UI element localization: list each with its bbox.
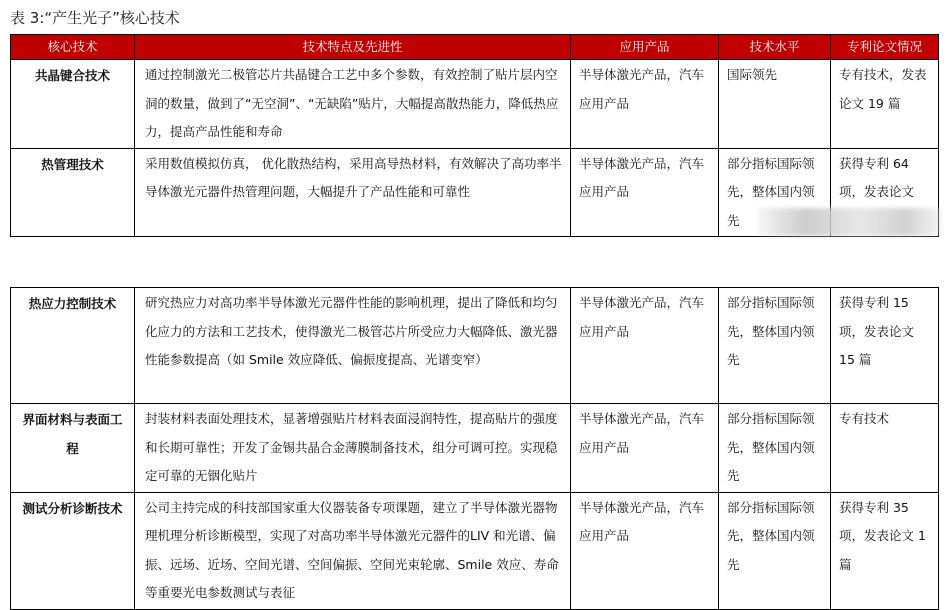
header-features: 技术特点及先进性	[135, 35, 571, 60]
tech-patent: 获得专利 35 项，发表论文 1 篇	[831, 492, 939, 609]
header-patents: 专利论文情况	[831, 35, 939, 60]
tech-patent: 专有技术，发表论文 19 篇	[831, 60, 939, 149]
tech-level: 部分指标国际领先，整体国内领先	[719, 148, 831, 237]
tech-level: 部分指标国际领先，整体国内领先	[719, 492, 831, 609]
core-tech-table-part1	[10, 34, 939, 237]
header-products: 应用产品	[571, 35, 719, 60]
tech-patent: 获得专利 64 项，发表论文	[831, 148, 939, 237]
tech-product: 半导体激光产品，汽车应用产品	[571, 404, 719, 493]
tech-product: 半导体激光产品，汽车应用产品	[571, 60, 719, 149]
table-row	[11, 288, 939, 404]
tech-patent: 获得专利 15 项，发表论文 15 篇	[831, 288, 939, 404]
tech-name: 热应力控制技术	[11, 288, 135, 404]
header-core-tech: 核心技术	[11, 35, 135, 60]
tech-product: 半导体激光产品，汽车应用产品	[571, 148, 719, 237]
table-header-row	[11, 35, 939, 60]
tech-product: 半导体激光产品，汽车应用产品	[571, 288, 719, 404]
tech-level: 部分指标国际领先，整体国内领先	[719, 404, 831, 493]
table-row	[11, 492, 939, 609]
watermark-blur	[758, 208, 943, 236]
tech-feature: 封装材料表面处理技术，显著增强贴片材料表面浸润特性，提高贴片的强度和长期可靠性；开发了金锡共晶合金薄膜制备技术，组分可调可控。实现稳定可靠的无铟化贴片	[135, 404, 571, 493]
core-tech-table-part2	[10, 287, 939, 610]
tech-patent: 专有技术	[831, 404, 939, 493]
tech-name: 界面材料与表面工程	[11, 404, 135, 493]
table-row	[11, 60, 939, 149]
header-level: 技术水平	[719, 35, 831, 60]
table-caption: 表 3:“产生光子”核心技术	[10, 9, 180, 27]
tech-name: 共晶键合技术	[11, 60, 135, 149]
tech-feature: 研究热应力对高功率半导体激光元器件性能的影响机理，提出了降低和均匀化应力的方法和工艺技术，使得激光二极管芯片所受应力大幅降低、激光器性能参数提高（如 Smile 效应降低、偏振度提高、光谱变窄）	[135, 288, 571, 404]
table-row	[11, 404, 939, 493]
tech-feature: 采用数值模拟仿真， 优化散热结构，采用高导热材料，有效解决了高功率半导体激光元器件热管理问题，大幅提升了产品性能和可靠性	[135, 148, 571, 237]
tech-level: 国际领先	[719, 60, 831, 149]
tech-name: 测试分析诊断技术	[11, 492, 135, 609]
tech-level: 部分指标国际领先，整体国内领先	[719, 288, 831, 404]
tech-product: 半导体激光产品，汽车应用产品	[571, 492, 719, 609]
tech-feature: 公司主持完成的科技部国家重大仪器装备专项课题，建立了半导体激光器物理机理分析诊断模型，实现了对高功率半导体激光元器件的LIV 和光谱、偏振、远场、近场、空间光谱、空间偏振、空间光束轮廓、Smile 效应、寿命等重要光电参数测试与表征	[135, 492, 571, 609]
tech-name: 热管理技术	[11, 148, 135, 237]
tech-feature: 通过控制激光二极管芯片共晶键合工艺中多个参数，有效控制了贴片层内空洞的数量，做到了“无空洞”、“无缺陷”贴片，大幅提高散热能力，降低热应力，提高产品性能和寿命	[135, 60, 571, 149]
